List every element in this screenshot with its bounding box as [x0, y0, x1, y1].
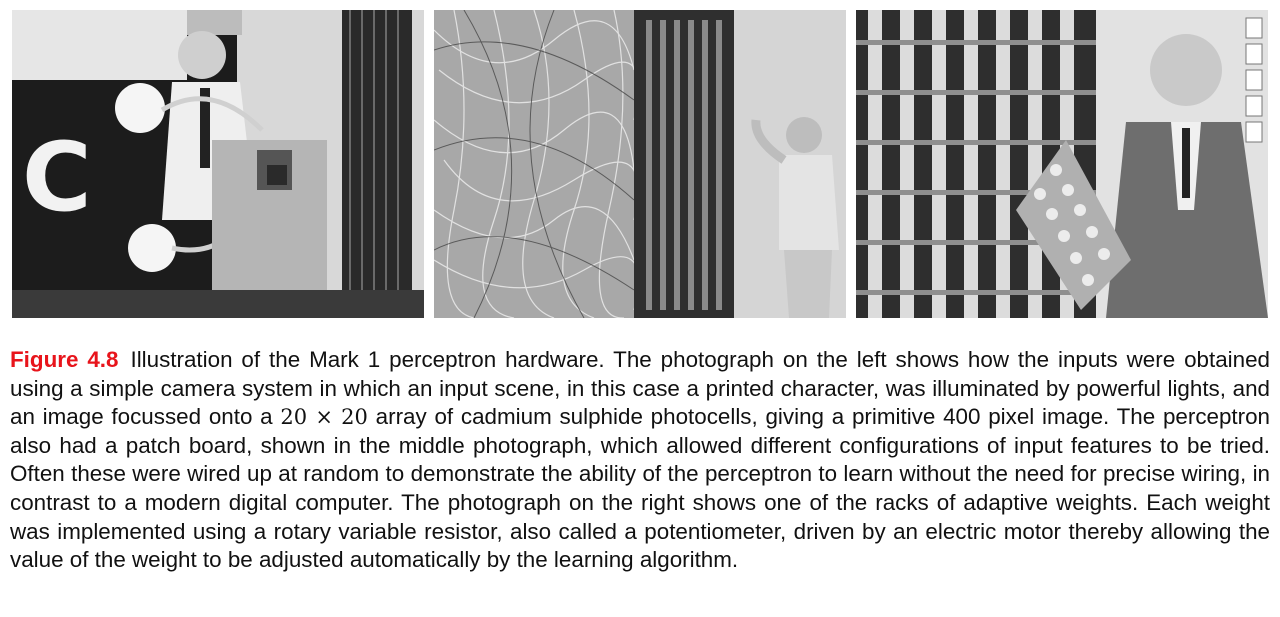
figure-caption: [10, 346, 1270, 575]
photo-camera-system: [12, 10, 424, 318]
caption-math-expression: 20 × 20: [280, 405, 368, 430]
caption-text-part-1: Illustration of the Mark 1 perceptron hardware. The photograph on the left shows how the inputs were obtained using a simple camera system in which an input scene, in this case a printed character, was illuminated by powerful lights, and an image focussed onto a: [10, 347, 1271, 430]
printed-character: C: [22, 123, 92, 233]
photo-camera-system-image: [12, 10, 424, 318]
photo-patch-board-image: [434, 10, 846, 318]
photo-adaptive-weights-rack: [856, 10, 1268, 318]
figure-label: Figure 4.8: [10, 347, 119, 372]
caption-text-part-2: array of cadmium sulphide photocells, giving a primitive 400 pixel image. The perceptron also had a patch board, shown in the middle photograph, which allowed different configurations of input features to be tried. Often these were wired up at random to demonstrate the ability of the perceptron to learn without the need for precise wiring, in contrast to a modern digital computer. The photograph on the right shows one of the racks of adaptive weights. Each weight was implemented using a rotary variable resistor, also called a potentiometer, driven by an electric motor thereby allowing the value of the weight to be adjusted automatically by the learning algorithm.: [10, 404, 1271, 573]
photo-adaptive-weights-rack-image: [856, 10, 1268, 318]
photo-patch-board: [434, 10, 846, 318]
figure-photographs: [12, 10, 1268, 318]
